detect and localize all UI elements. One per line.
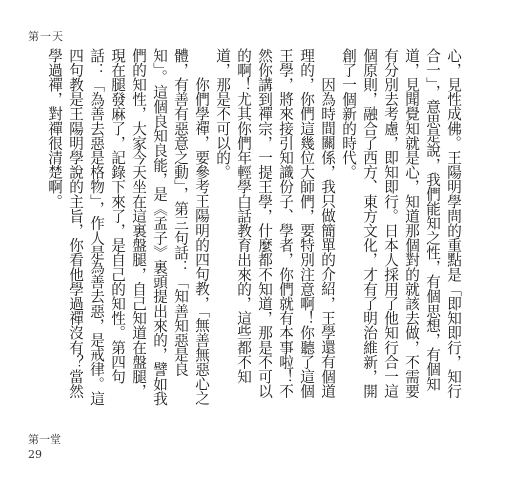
running-head: 第一天: [28, 30, 64, 43]
paragraph-2: 因為時間關係，我只做簡單的介紹，王學還有個道理的，你們這幾位大師們，要特別注意啊！你聽了這個王學，將來接引知識份子、學者，你們就有本事啦！不然你講到禪宗，一提王學，什麼都不知道，那是不可以的啊！尤其你們年輕學白話教育出來的，這些都不知道，那是不可以的。: [214, 48, 336, 399]
body-text: [44, 48, 464, 410]
paragraph-1: 心，見性成佛。王陽明學問的重點是「即知即行，知行合一」，意思是說，我們能知之性，有個思想，有個知道，見聞覺知就是心，知道那個對的就該去做，不需要有分別去考慮，即知即行。日本人採用了他知行合一這個原則，融合了西方、東方文化，才有了明治維新，開創了一個新的時代。: [340, 48, 462, 399]
page-number: 29: [28, 448, 42, 461]
paragraph-3: 你們學禪，要參考王陽明的四句教，「無善無惡心之體，有善有惡意之動」，第三句話：「知善知惡是良知」。這個良知良能，是《孟子》裏頭提出來的，譬如我們的知性，大家今天坐在這裏盤腿，自己知道在盤腿，現在腿發麻了，記錄下來了，是自己的知性。第四句話：「為善去惡是格物」，作人是為善去惡，是戒律。這四句教是王陽明學說的主旨，你看他學過禪沒有？當然學過禪，對禪很清楚啊。: [46, 48, 210, 406]
page-footer: [28, 432, 61, 462]
section-label: 第一堂: [28, 433, 61, 446]
